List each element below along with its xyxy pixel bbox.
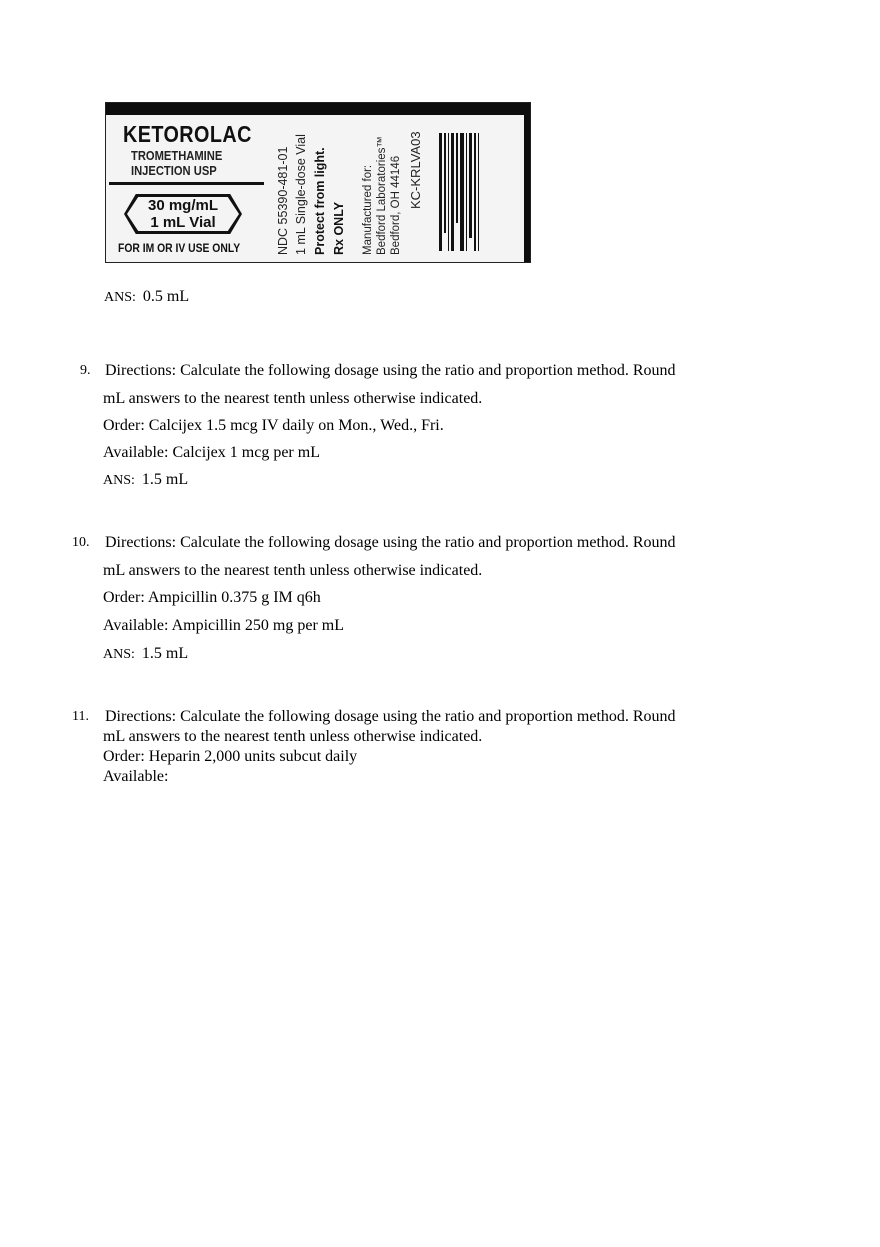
label-drug-line2: INJECTION USP bbox=[131, 163, 217, 178]
label-vial-type: 1 mL Single-dose Vial bbox=[294, 134, 308, 255]
label-drug-name: KETOROLAC bbox=[123, 121, 252, 147]
label-mfr-address: Bedford, OH 44146 bbox=[390, 155, 402, 255]
label-lot-code: KC-KRLVA03 bbox=[408, 131, 423, 209]
answer-8 bbox=[104, 287, 189, 308]
question-11-available: Available: bbox=[103, 768, 169, 785]
question-10-available: Available: Ampicillin 250 mg per mL bbox=[103, 617, 344, 634]
label-route: FOR IM OR IV USE ONLY bbox=[118, 243, 241, 255]
label-rx-only: Rx ONLY bbox=[332, 201, 346, 255]
question-9-number: 9. bbox=[80, 363, 91, 378]
question-9-order: Order: Calcijex 1.5 mcg IV daily on Mon., Wed., Fri. bbox=[103, 417, 444, 434]
answer-9 bbox=[103, 470, 188, 491]
answer-8-prefix: ANS: bbox=[104, 290, 136, 305]
question-9-directions-line1: Directions: Calculate the following dosage using the ratio and proportion method. Round bbox=[105, 362, 676, 379]
answer-10-prefix: ANS: bbox=[103, 647, 135, 662]
question-10-number: 10. bbox=[72, 535, 90, 550]
label-divider bbox=[109, 182, 264, 185]
label-mfr-name: Bedford Laboratories™ bbox=[376, 136, 388, 255]
label-volume: 1 mL Vial bbox=[150, 214, 216, 231]
label-right-bar bbox=[524, 103, 530, 262]
question-9-directions-line2: mL answers to the nearest tenth unless otherwise indicated. bbox=[103, 390, 483, 407]
label-ndc: NDC 55390-481-01 bbox=[276, 146, 290, 255]
question-9-available: Available: Calcijex 1 mcg per mL bbox=[103, 444, 320, 461]
label-mfr-heading: Manufactured for: bbox=[362, 164, 374, 255]
question-11-order: Order: Heparin 2,000 units subcut daily bbox=[103, 748, 358, 765]
label-protect-light: Protect from light. bbox=[313, 147, 327, 255]
label-strength: 30 mg/mL bbox=[147, 197, 219, 214]
ketorolac-vial-label bbox=[105, 102, 531, 263]
question-11-directions-line1: Directions: Calculate the following dosage using the ratio and proportion method. Round bbox=[105, 708, 676, 725]
question-10-order: Order: Ampicillin 0.375 g IM q6h bbox=[103, 589, 321, 606]
answer-10-value: 1.5 mL bbox=[141, 645, 189, 662]
answer-9-prefix: ANS: bbox=[103, 473, 135, 488]
label-drug-line1: TROMETHAMINE bbox=[131, 148, 223, 163]
barcode-image bbox=[439, 133, 479, 251]
answer-9-value: 1.5 mL bbox=[141, 471, 189, 488]
question-10-directions-line1: Directions: Calculate the following dosage using the ratio and proportion method. Round bbox=[105, 534, 676, 551]
answer-10 bbox=[103, 644, 188, 665]
answer-8-value: 0.5 mL bbox=[142, 288, 190, 305]
question-11-directions-line2: mL answers to the nearest tenth unless otherwise indicated. bbox=[103, 728, 483, 745]
label-top-bar bbox=[106, 103, 530, 115]
question-10-directions-line2: mL answers to the nearest tenth unless otherwise indicated. bbox=[103, 562, 483, 579]
question-11-number: 11. bbox=[72, 709, 89, 724]
